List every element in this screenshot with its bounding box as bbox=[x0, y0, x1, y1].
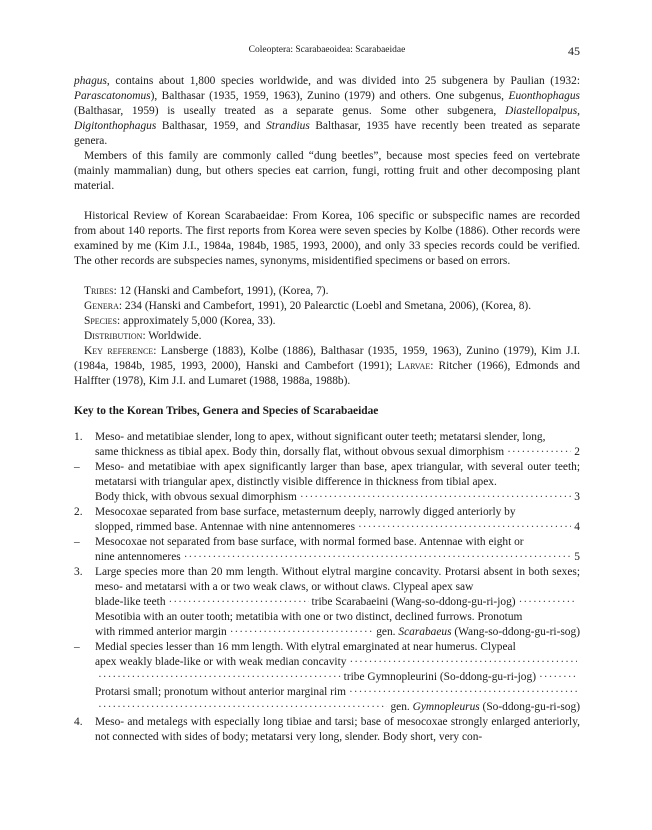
tribes-text: : 12 (Hanski and Cambefort, 1991), (Korea, 7). bbox=[113, 285, 329, 297]
couplet-leader-line bbox=[95, 550, 580, 565]
couplet-text-last: apex weakly blade-like or with weak median concavity bbox=[95, 656, 347, 668]
couplet-text-last: nine antennomeres bbox=[95, 551, 181, 563]
genus-leader-line bbox=[95, 685, 580, 700]
key-couplet-2a bbox=[74, 505, 580, 535]
genus-leader-line bbox=[95, 625, 580, 640]
couplet-number: – bbox=[74, 461, 80, 473]
couplet-leader-line bbox=[95, 520, 580, 535]
larvae-label: Larvae bbox=[397, 360, 431, 372]
couplet-number: – bbox=[74, 641, 80, 653]
key-couplet-4a bbox=[74, 715, 580, 745]
running-head: Coleoptera: Scarabaeoidea: Scarabaeidae bbox=[248, 45, 406, 55]
couplet-target: 2 bbox=[574, 446, 580, 458]
couplet-number: 3. bbox=[74, 566, 83, 578]
larvae-text: : Ritcher (1966), Edmonds and Halffter (1978), Kim J.I. and Lumaret (1988, 1988a, 1988b). bbox=[74, 360, 580, 387]
species-label: Species bbox=[84, 315, 118, 327]
distribution-text: : Worldwide. bbox=[142, 330, 202, 342]
page-body bbox=[74, 74, 580, 745]
couplet-number: 4. bbox=[74, 716, 83, 728]
key-section-title: Key to the Korean Tribes, Genera and Species of Scarabaeidae bbox=[74, 405, 379, 417]
key-couplet-2b bbox=[74, 535, 580, 565]
historical-review-paragraph: Historical Review of Korean Scarabaeidae: From Korea, 106 specific or subspecific names are recorded from about 140 reports. The first reports from Korea were seven species by Kolbe (1886). Other records were examined by me (Kim J.I., 1984a, 1984b, 1985, 1993, 2000), and only 33 species records could be verified. The other records are subspecies names, synonyms, misidentified specimens or based on errors. bbox=[74, 210, 580, 267]
couplet-leader-line bbox=[95, 595, 580, 610]
key-couplet-3a bbox=[74, 565, 580, 640]
page-number: 45 bbox=[568, 44, 580, 58]
tribes-line bbox=[84, 284, 580, 299]
couplet-text: Mesocoxae not separated from base surface, with normal formed base. Antennae with eight or bbox=[95, 536, 524, 548]
couplet-text: Meso- and metalegs with especially long tibiae and tarsi; base of mesocoxae strongly enlarged anteriorly, not connected with sides of body; metatarsi very long, slender. Body short, very con- bbox=[95, 716, 580, 743]
species-text: : approximately 5,000 (Korea, 33). bbox=[117, 315, 276, 327]
genus-description-last: Protarsi small; pronotum without anterior marginal rim bbox=[95, 686, 346, 698]
genus-name: gen. Scarabaeus (Wang-so-ddong-gu-ri-sog) bbox=[376, 626, 580, 638]
couplet-target: 3 bbox=[574, 491, 580, 503]
distribution-line bbox=[84, 329, 580, 344]
couplet-text-last: slopped, rimmed base. Antennae with nine antennomeres bbox=[95, 521, 356, 533]
key-couplet-1b bbox=[74, 460, 580, 505]
couplet-text: Meso- and metatibiae with apex significantly larger than base, apex triangular, with several outer teeth; metatarsi with triangular apex, distinctly visible difference in thickness from tibial apex. bbox=[95, 461, 580, 488]
key-couplet-3b bbox=[74, 640, 580, 715]
key-reference-line bbox=[74, 344, 580, 389]
couplet-target: 5 bbox=[574, 551, 580, 563]
genera-label: Genera bbox=[84, 300, 119, 312]
distribution-label: Distribution bbox=[84, 330, 143, 342]
tribe-name: tribe Scarabaeini (Wang-so-ddong-gu-ri-jog) bbox=[311, 596, 516, 608]
tribe-leader-line bbox=[95, 670, 580, 685]
couplet-text-last: same thickness as tibial apex. Body thin, dorsally flat, without obvous sexual dimorphism bbox=[95, 446, 505, 458]
genera-line bbox=[84, 299, 580, 314]
couplet-leader-line bbox=[95, 445, 580, 460]
page-header bbox=[74, 44, 580, 58]
couplet-number: 2. bbox=[74, 506, 83, 518]
couplet-text-last: Body thick, with obvous sexual dimorphism bbox=[95, 491, 297, 503]
key-couplet-1a bbox=[74, 430, 580, 460]
couplet-number: – bbox=[74, 536, 80, 548]
couplet-leader-line bbox=[95, 490, 580, 505]
genus-name: gen. Gymnopleurus (So-ddong-gu-ri-sog) bbox=[390, 701, 580, 713]
key-reference-label: Key reference bbox=[84, 345, 154, 357]
couplet-text: Large species more than 20 mm length. Without elytral margine concavity. Protarsi absent in both sexes; meso- and metatarsi with a or two weak claws, or without claws. Clypeal apex saw bbox=[95, 566, 580, 593]
couplet-text: Mesocoxae separated from base surface, metasternum deeply, narrowly digged anteriorly by bbox=[95, 506, 516, 518]
intro-paragraph-1: phagus, contains about 1,800 species worldwide, and was divided into 25 subgenera by Paulian (1932: Parascatonomus), Balthasar (1935, 1959, 1963), Zunino (1979) and others. One subgenus, Euonthophagus (Balthasar, 1959) is useally treated as a separate genus. Some other subgenera, Diastellopalpus, Digitonthophagus Balthasar, 1959, and Strandius Balthasar, 1935 have recently been treated as separate genera. bbox=[74, 75, 581, 147]
couplet-target: 4 bbox=[574, 521, 580, 533]
genus-description-last: with rimmed anterior margin bbox=[95, 626, 227, 638]
taxonomic-summary bbox=[74, 284, 580, 389]
key-reference-text: : Lansberge (1883), Kolbe (1886), Balthasar (1935, 1959, 1963), Zunino (1979), Kim J.I. (1984a, 1984b, 1985, 1993, 2000), Hanski and Cambefort (1991); bbox=[74, 345, 580, 372]
tribes-label: Tribes bbox=[84, 285, 114, 297]
genera-text: : 234 (Hanski and Cambefort, 1991), 20 Palearctic (Loebl and Smetana, 2006), (Korea, 8). bbox=[118, 300, 532, 312]
intro-paragraph-2: Members of this family are commonly called “dung beetles”, because most species feed on vertebrate (mainly mammalian) dung, but others species eat carrion, fungi, rotting fruit and other decomposing plant material. bbox=[74, 150, 580, 192]
genus-description: Mesotibia with an outer tooth; metatibia with one or two distinct, declined furrows. Pronotum bbox=[95, 611, 523, 623]
couplet-text: Medial species lesser than 16 mm length. With elytral emarginated at near humerus. Clypeal bbox=[95, 641, 516, 653]
couplet-number: 1. bbox=[74, 431, 83, 443]
species-line bbox=[84, 314, 580, 329]
tribe-name: tribe Gymnopleurini (So-ddong-gu-ri-jog) bbox=[343, 671, 536, 683]
couplet-leader-line bbox=[95, 655, 580, 670]
couplet-text-last: blade-like teeth bbox=[95, 596, 166, 608]
couplet-text: Meso- and metatibiae slender, long to apex, without significant outer teeth; metatarsi slender, long, bbox=[95, 431, 546, 443]
genus-name-line bbox=[95, 700, 580, 715]
